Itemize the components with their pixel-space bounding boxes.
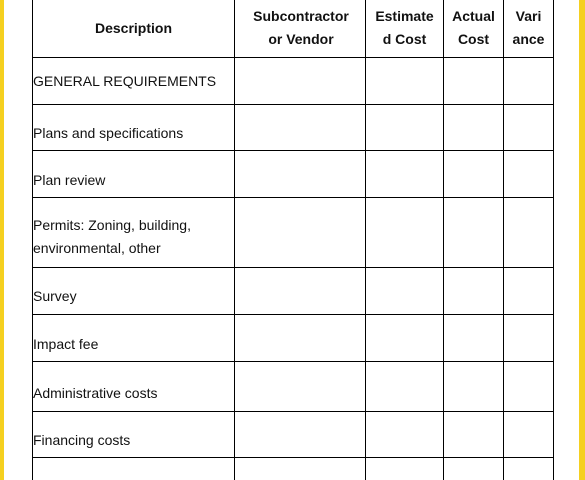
column-header-description: Description [33,0,235,58]
actual-cell[interactable] [444,151,504,198]
column-header-variance: Variance [504,0,554,58]
estimate-cell[interactable] [366,151,444,198]
row-label: Survey [33,287,77,304]
estimate-cell[interactable] [366,412,444,458]
variance-cell[interactable] [504,58,554,105]
row-label: Plan review [33,171,106,188]
table-row [33,362,554,412]
table-row [33,105,554,151]
column-header-actual: Actual Cost [444,0,504,58]
row-label: Plans and specifications [33,125,184,141]
table-row [33,412,554,458]
variance-cell[interactable] [504,105,554,151]
estimate-cell[interactable] [366,458,444,480]
header-row [33,0,554,58]
variance-cell[interactable] [504,362,554,412]
actual-cell[interactable] [444,268,504,315]
vendor-cell[interactable] [235,458,366,480]
actual-cell[interactable] [444,412,504,458]
row-label: Permits: Zoning, building, environmental, other [33,216,191,256]
table-row [33,198,554,268]
column-header-estimate: Estimated Cost [366,0,444,58]
vendor-cell[interactable] [235,412,366,458]
cost-table [32,0,554,480]
variance-cell[interactable] [504,198,554,268]
estimate-cell[interactable] [366,362,444,412]
vendor-cell[interactable] [235,58,366,105]
row-label: Administrative costs [33,385,158,401]
actual-cell[interactable] [444,315,504,362]
estimate-cell[interactable] [366,105,444,151]
actual-cell[interactable] [444,105,504,151]
estimate-cell[interactable] [366,315,444,362]
table-row [33,268,554,315]
variance-cell[interactable] [504,268,554,315]
variance-cell[interactable] [504,458,554,480]
actual-cell[interactable] [444,458,504,480]
vendor-cell[interactable] [235,151,366,198]
row-label: Impact fee [33,335,99,352]
actual-cell[interactable] [444,198,504,268]
table-row [33,458,554,480]
vendor-cell[interactable] [235,105,366,151]
column-header-vendor: Subcontractor or Vendor [235,0,366,58]
vendor-cell[interactable] [235,198,366,268]
table-row [33,58,554,105]
variance-cell[interactable] [504,151,554,198]
estimate-cell[interactable] [366,198,444,268]
row-label: Financing costs [33,432,131,448]
vendor-cell[interactable] [235,268,366,315]
estimate-cell[interactable] [366,268,444,315]
table-row [33,315,554,362]
actual-cell[interactable] [444,362,504,412]
document-page [4,0,579,480]
estimate-cell[interactable] [366,58,444,105]
row-label: GENERAL REQUIREMENTS [33,72,217,89]
vendor-cell[interactable] [235,315,366,362]
variance-cell[interactable] [504,412,554,458]
variance-cell[interactable] [504,315,554,362]
actual-cell[interactable] [444,58,504,105]
table-row [33,151,554,198]
vendor-cell[interactable] [235,362,366,412]
